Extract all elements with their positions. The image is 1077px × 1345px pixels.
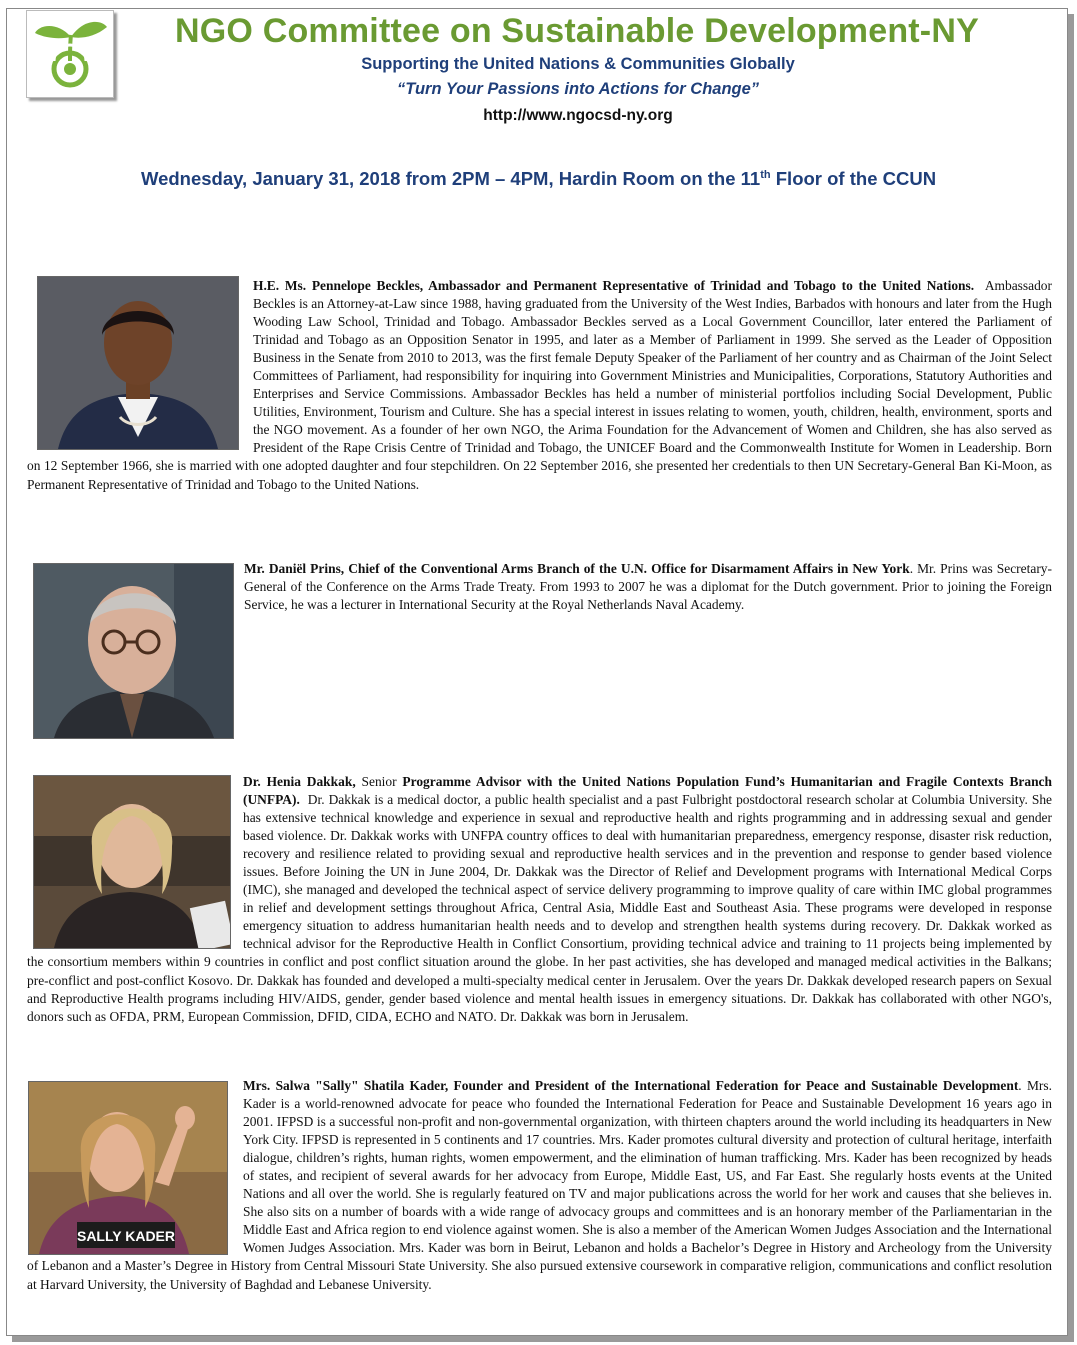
committee-subtitle: Supporting the United Nations & Communities Globally: [361, 55, 795, 73]
speaker-role-dakkak: Senior: [355, 774, 403, 789]
event-date-text: Wednesday, January 31, 2018 from 2PM – 4PM, Hardin Room on the 11: [140, 168, 761, 189]
speaker-photo-prins: [33, 563, 234, 739]
speaker-bio-text-dakkak: Dr. Dakkak is a medical doctor, a public health specialist and a past Fulbright postdoctoral research scholar at Columbia University. She has extensive technical knowledge and experience in sexual and reproductive health and rights programming and in addressing sexual and gender based violence. Dr. Dakkak works with UNFPA country offices to deal with humanitarian preparedness, emergency response, disaster risk reduction, recovery and resilience related to providing sexual and reproductive health services and in the prevention and response to gender based violence issues. Before Joining the UN in June 2004, Dr. Dakkak was the Director of Relief and Development programs with International Medical Corps (IMC), she managed and developed the technical aspect of service delivery programming to improve quality of care within IMC global programmes in relief and development settings throughout Africa, Central Asia, Middle East and Southeast Asia. These programs were developed in response emergency situation to address humanitarian health needs and to develop and strengthen health systems during recovery. Dr. Dakkak worked as technical advisor for the Reproductive Health in Conflict Consortium, providing technical advice and training to 11 projects being implemented by the consortium members within 9 countries in conflict and post conflict situation around the globe. In her past activities, she has developed and managed medical activities in the Balkans; pre-conflict and post-conflict Kosovo. Dr. Dakkak has founded and developed a multi-specialty medical center in Jerusalem. Over the years Dr. Dakkak developed research papers on Sexual and Reproductive Health programs including HIV/AIDS, gender, gender based violence and mental health issues in emergency situations. Dr. Dakkak has collaborated with other NGO's, donors such as OFDA, PRM, European Commission, DFID, CIDA, ECHO and NATO. Dr. Dakkak was born in Jerusalem.: [27, 792, 1052, 1024]
committee-tagline: “Turn Your Passions into Actions for Change”: [396, 80, 760, 98]
speaker-name-dakkak: Dr. Henia Dakkak,: [243, 774, 356, 789]
speaker-photo-dakkak: [33, 775, 231, 949]
speaker-bio-text-prins: . Mr. Prins was Secretary-General of the Conference on the Arms Trade Treaty. From 1993 to 2007 he was a diplomat for the Dutch government. Prior to joining the Foreign Service, he was a lecturer in International Security at the Royal Netherlands Naval Academy.: [244, 561, 1052, 613]
committee-title: NGO Committee on Sustainable Development-NY: [175, 12, 979, 50]
speaker-title-dakkak: Programme Advisor with the United Nations Population Fund’s Humanitarian and Fragile Contexts Branch (UNFPA).: [243, 774, 1052, 808]
speaker-bio-prins: [27, 560, 1052, 739]
nameplate-text: SALLY KADER: [76, 1228, 176, 1244]
website-link[interactable]: http://www.ngocsd-ny.org: [483, 107, 673, 124]
speaker-name-beckles: H.E. Ms. Pennelope Beckles, Ambassador and Permanent Representative of Trinidad and Tobago to the United Nations.: [253, 278, 975, 293]
event-date-line: [0, 168, 1077, 190]
speaker-bio-kader: [27, 1077, 1052, 1294]
event-location-text: Floor of the CCUN: [770, 168, 937, 189]
speaker-name-kader: Mrs. Salwa "Sally" Shatila Kader, Founder and President of the International Federation for Peace and Sustainable Development: [243, 1078, 1019, 1093]
ordinal-suffix: th: [760, 168, 771, 181]
speaker-bio-beckles: [27, 277, 1052, 494]
speaker-bio-text-beckles: Ambassador Beckles is an Attorney-at-Law since 1988, having graduated from the University of the West Indies, Barbados with honours and later from the Hugh Wooding Law School, Trinidad and Tobago. Ambassador Beckles served as a Local Government Councillor, later entered the Parliament of Trinidad and Tobago as an Opposition Senator in 1995, and later as a Member of Parliament in 1999. She served as the Leader of Opposition Business in the Senate from 2010 to 2013, was the first female Deputy Speaker of the Parliament of her country and as Chairman of the Joint Select Committees of Parliament, had responsibility for inquiring into Government Ministries and Municipalities, Corporations, Statutory Authorities and Enterprises and Service Commissions. Ambassador Beckles has held a number of ministerial portfolios including Social Development, Public Utilities, Environment, Tourism and Culture. She has a special interest in issues relating to women, youth, children, health, environment, sports and the NGO movement. As a founder of her own NGO, the Arima Foundation for the Advancement of Women and Children, she has also served as President of the Rape Crisis Centre of Trinidad and Tobago, the UNICEF Board and the Commonwealth Institute for Women in Leadership. Born on 12 September 1966, she is married with one adopted daughter and four stepchildren. On 22 September 2016, she presented her credentials to then UN Secretary-General Ban Ki-Moon, as Permanent Representative of Trinidad and Tobago to the United Nations.: [27, 278, 1052, 492]
speaker-photo-beckles: [37, 276, 239, 450]
speaker-bio-dakkak: [27, 773, 1052, 1026]
speaker-photo-kader: [28, 1081, 228, 1255]
speaker-bio-text-kader: . Mrs. Kader is a world-renowned advocate for peace who founded the International Federation for Peace and Sustainable Development 16 years ago in 2001. IFPSD is a successful non-profit and non-governmental organization, with thirteen chapters around the world including its headquarters in New York City. IFPSD is represented in 5 continents and 17 countries. Mrs. Kader promotes cultural diversity and protection of cultural heritage, interfaith dialogue, children’s rights, human rights, women empowerment, and the elimination of human trafficking. Mrs. Kader has been recognized by heads of states, and recipient of several awards for her advocacy from Europe, Middle East, US, and Far East. She regularly hosts events at the United Nations and all over the world. She is regularly featured on TV and major publications across the world for her work and causes that she believes in. She also sits on a number of boards with a wide range of advocacy groups and committees and is an honorary member of the Parliamentarian in the Middle East and Africa region to end violence against women. She is also a member of the American Women Judges Association and the International Women Judges Association. Mrs. Kader was born in Beirut, Lebanon and holds a Bachelor’s Degree in History and Archeology from the University of Lebanon and a Master’s Degree in History from Central Missouri State University. She also pursued extensive coursework in comparative religion, communications and conflict resolution at Harvard University, the University of Baghdad and Lebanese University.: [27, 1078, 1052, 1292]
speaker-name-prins: Mr. Daniël Prins, Chief of the Conventional Arms Branch of the U.N. Office for Disarmament Affairs in New York: [244, 561, 910, 576]
